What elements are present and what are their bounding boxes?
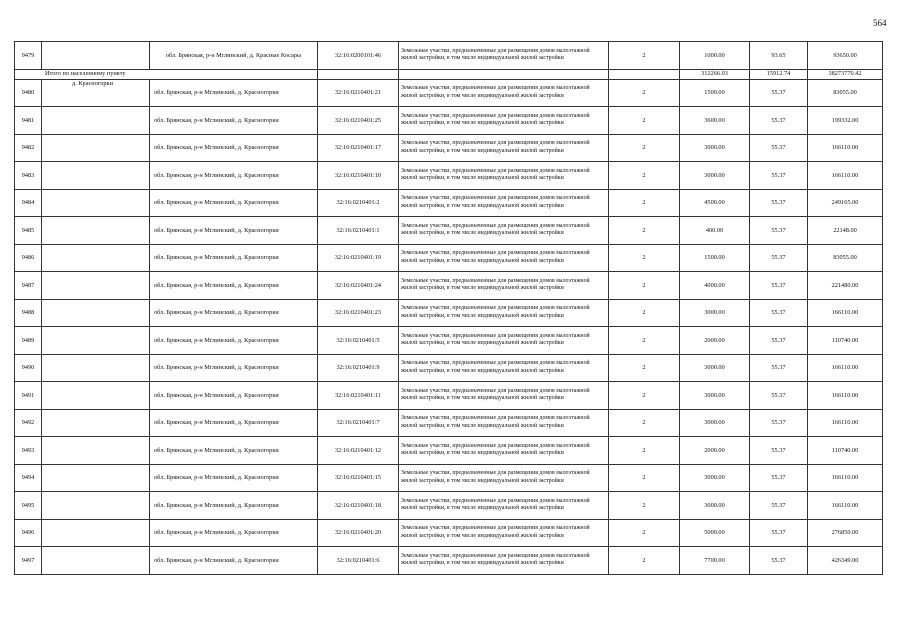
row-cadastral-number: 32:16:0210401:15 [318, 464, 399, 492]
row-group: 2 [609, 244, 680, 272]
locality-cell [42, 299, 150, 327]
row-cadastral-number: 32:16:0210401:17 [318, 134, 399, 162]
table-row [15, 134, 883, 162]
row-value: 93650.00 [808, 42, 883, 70]
row-cadastral-number: 32:16:0210401:9 [318, 354, 399, 382]
row-value: 166110.00 [808, 464, 883, 492]
table-row [15, 107, 883, 135]
row-purpose: Земельные участки, предназначенные для размещения домов малоэтажной жилой застройки, в том числе индивидуальной жилой застройки [399, 79, 609, 107]
row-rate: 55.37 [750, 299, 808, 327]
row-purpose: Земельные участки, предназначенные для размещения домов малоэтажной жилой застройки, в том числе индивидуальной жилой застройки [399, 327, 609, 355]
row-area: 1500.00 [680, 244, 750, 272]
row-cadastral-number: 32:16:0210401:2 [318, 189, 399, 217]
row-purpose: Земельные участки, предназначенные для размещения домов малоэтажной жилой застройки, в том числе индивидуальной жилой застройки [399, 492, 609, 520]
row-cadastral-number: 32:16:0210401:20 [318, 519, 399, 547]
locality-cell [42, 354, 150, 382]
row-id: 9481 [15, 107, 42, 135]
locality-name: д. Красногорки [42, 79, 150, 107]
row-group: 2 [609, 42, 680, 70]
locality-cell [42, 107, 150, 135]
row-address: обл. Брянская, р-н Мглинский, д. Красногорки [150, 382, 318, 410]
row-cadastral-number: 32:16:0210401:21 [318, 79, 399, 107]
row-group: 2 [609, 409, 680, 437]
table-row [15, 437, 883, 465]
row-address: обл. Брянская, р-н Мглинский, д. Красногорки [150, 464, 318, 492]
row-purpose: Земельные участки, предназначенные для размещения домов малоэтажной жилой застройки, в том числе индивидуальной жилой застройки [399, 134, 609, 162]
row-id: 9494 [15, 464, 42, 492]
locality-cell [42, 189, 150, 217]
row-area: 1500.00 [680, 79, 750, 107]
table-row [15, 79, 883, 107]
row-rate: 55.37 [750, 409, 808, 437]
row-address: обл. Брянская, р-н Мглинский, д. Красногорки [150, 217, 318, 245]
row-group: 2 [609, 437, 680, 465]
row-address: обл. Брянская, р-н Мглинский, д. Красные Косары [150, 42, 318, 70]
row-rate: 55.37 [750, 547, 808, 575]
row-address: обл. Брянская, р-н Мглинский, д. Красногорки [150, 437, 318, 465]
row-address: обл. Брянская, р-н Мглинский, д. Красногорки [150, 272, 318, 300]
row-id: 9483 [15, 162, 42, 190]
table-row [15, 519, 883, 547]
row-id: 9485 [15, 217, 42, 245]
row-group: 2 [609, 354, 680, 382]
row-address: обл. Брянская, р-н Мглинский, д. Красногорки [150, 327, 318, 355]
locality-cell [42, 272, 150, 300]
total-value: 38273770.42 [808, 69, 883, 79]
locality-cell [42, 409, 150, 437]
row-value: 166110.00 [808, 382, 883, 410]
locality-cell [42, 134, 150, 162]
row-rate: 55.37 [750, 272, 808, 300]
row-rate: 55.37 [750, 79, 808, 107]
row-cadastral-number: 32:16:0210401:23 [318, 299, 399, 327]
row-cadastral-number: 32:16:0210401:11 [318, 382, 399, 410]
locality-cell [42, 162, 150, 190]
row-id: 9482 [15, 134, 42, 162]
row-id: 9480 [15, 79, 42, 107]
row-rate: 55.37 [750, 354, 808, 382]
row-purpose: Земельные участки, предназначенные для размещения домов малоэтажной жилой застройки, в том числе индивидуальной жилой застройки [399, 244, 609, 272]
row-area: 3000.00 [680, 134, 750, 162]
total-empty-cell [609, 69, 680, 79]
row-address: обл. Брянская, р-н Мглинский, д. Красногорки [150, 244, 318, 272]
row-cadastral-number: 32:16:0210401:18 [318, 492, 399, 520]
row-area: 1000.00 [680, 42, 750, 70]
row-rate: 55.37 [750, 162, 808, 190]
locality-cell [42, 547, 150, 575]
locality-cell [42, 464, 150, 492]
row-purpose: Земельные участки, предназначенные для размещения домов малоэтажной жилой застройки, в том числе индивидуальной жилой застройки [399, 189, 609, 217]
row-address: обл. Брянская, р-н Мглинский, д. Красногорки [150, 409, 318, 437]
total-label: Итого по населенному пункту [15, 69, 318, 79]
table-row [15, 547, 883, 575]
row-purpose: Земельные участки, предназначенные для размещения домов малоэтажной жилой застройки, в том числе индивидуальной жилой застройки [399, 547, 609, 575]
row-value: 426349.00 [808, 547, 883, 575]
cadastral-value-table [14, 41, 883, 575]
row-cadastral-number: 32:16:0210401:12 [318, 437, 399, 465]
row-area: 3600.00 [680, 107, 750, 135]
table-row [15, 189, 883, 217]
row-group: 2 [609, 134, 680, 162]
locality-cell [42, 244, 150, 272]
table-row [15, 299, 883, 327]
row-address: обл. Брянская, р-н Мглинский, д. Красногорки [150, 492, 318, 520]
row-address: обл. Брянская, р-н Мглинский, д. Красногорки [150, 79, 318, 107]
row-purpose: Земельные участки, предназначенные для размещения домов малоэтажной жилой застройки, в том числе индивидуальной жилой застройки [399, 464, 609, 492]
row-id: 9496 [15, 519, 42, 547]
row-group: 2 [609, 217, 680, 245]
row-id: 9479 [15, 42, 42, 70]
row-area: 4500.00 [680, 189, 750, 217]
row-id: 9484 [15, 189, 42, 217]
row-purpose: Земельные участки, предназначенные для размещения домов малоэтажной жилой застройки, в том числе индивидуальной жилой застройки [399, 162, 609, 190]
table-row [15, 409, 883, 437]
row-area: 5000.00 [680, 519, 750, 547]
row-id: 9489 [15, 327, 42, 355]
row-rate: 55.37 [750, 189, 808, 217]
row-cadastral-number: 32:16:0210401:7 [318, 409, 399, 437]
locality-cell [42, 382, 150, 410]
row-cadastral-number: 32:16:0210401:24 [318, 272, 399, 300]
locality-cell [42, 519, 150, 547]
row-area: 3000.00 [680, 354, 750, 382]
row-value: 166110.00 [808, 134, 883, 162]
row-address: обл. Брянская, р-н Мглинский, д. Красногорки [150, 547, 318, 575]
row-address: обл. Брянская, р-н Мглинский, д. Красногорки [150, 519, 318, 547]
row-group: 2 [609, 464, 680, 492]
row-purpose: Земельные участки, предназначенные для размещения домов малоэтажной жилой застройки, в том числе индивидуальной жилой застройки [399, 437, 609, 465]
page-number: 564 [873, 18, 887, 28]
row-group: 2 [609, 492, 680, 520]
row-value: 22148.00 [808, 217, 883, 245]
table-row [15, 162, 883, 190]
row-cadastral-number: 32:16:0200101:46 [318, 42, 399, 70]
row-group: 2 [609, 382, 680, 410]
locality-cell [42, 437, 150, 465]
row-value: 221480.00 [808, 272, 883, 300]
row-id: 9495 [15, 492, 42, 520]
row-rate: 55.37 [750, 327, 808, 355]
row-value: 166110.00 [808, 299, 883, 327]
row-id: 9490 [15, 354, 42, 382]
row-group: 2 [609, 519, 680, 547]
total-area: 312266.03 [680, 69, 750, 79]
row-area: 3000.00 [680, 382, 750, 410]
total-empty-cell [318, 69, 399, 79]
row-area: 2000.00 [680, 437, 750, 465]
row-group: 2 [609, 162, 680, 190]
row-value: 249165.00 [808, 189, 883, 217]
row-rate: 55.37 [750, 464, 808, 492]
row-rate: 55.37 [750, 437, 808, 465]
row-id: 9493 [15, 437, 42, 465]
row-value: 83055.00 [808, 244, 883, 272]
row-area: 3000.00 [680, 299, 750, 327]
row-value: 83055.00 [808, 79, 883, 107]
row-area: 7700.00 [680, 547, 750, 575]
row-rate: 55.37 [750, 217, 808, 245]
row-area: 2000.00 [680, 327, 750, 355]
row-group: 2 [609, 299, 680, 327]
row-group: 2 [609, 107, 680, 135]
row-purpose: Земельные участки, предназначенные для размещения домов малоэтажной жилой застройки, в том числе индивидуальной жилой застройки [399, 519, 609, 547]
row-group: 2 [609, 272, 680, 300]
table-row [15, 244, 883, 272]
row-cadastral-number: 32:16:0210401:19 [318, 244, 399, 272]
row-purpose: Земельные участки, предназначенные для размещения домов малоэтажной жилой застройки, в том числе индивидуальной жилой застройки [399, 409, 609, 437]
row-rate: 55.37 [750, 519, 808, 547]
row-address: обл. Брянская, р-н Мглинский, д. Красногорки [150, 134, 318, 162]
row-cadastral-number: 32:16:0210401:1 [318, 217, 399, 245]
row-purpose: Земельные участки, предназначенные для размещения домов малоэтажной жилой застройки, в том числе индивидуальной жилой застройки [399, 354, 609, 382]
row-area: 400.00 [680, 217, 750, 245]
row-value: 166110.00 [808, 354, 883, 382]
row-rate: 55.37 [750, 107, 808, 135]
row-address: обл. Брянская, р-н Мглинский, д. Красногорки [150, 107, 318, 135]
table-row [15, 492, 883, 520]
row-purpose: Земельные участки, предназначенные для размещения домов малоэтажной жилой застройки, в том числе индивидуальной жилой застройки [399, 382, 609, 410]
row-group: 2 [609, 79, 680, 107]
row-purpose: Земельные участки, предназначенные для размещения домов малоэтажной жилой застройки, в том числе индивидуальной жилой застройки [399, 107, 609, 135]
total-rate: 15912.74 [750, 69, 808, 79]
row-purpose: Земельные участки, предназначенные для размещения домов малоэтажной жилой застройки, в том числе индивидуальной жилой застройки [399, 272, 609, 300]
row-value: 166110.00 [808, 409, 883, 437]
row-area: 4000.00 [680, 272, 750, 300]
row-rate: 55.37 [750, 134, 808, 162]
row-address: обл. Брянская, р-н Мглинский, д. Красногорки [150, 299, 318, 327]
row-id: 9491 [15, 382, 42, 410]
row-id: 9488 [15, 299, 42, 327]
row-value: 166110.00 [808, 162, 883, 190]
locality-cell [42, 42, 150, 70]
row-cadastral-number: 32:16:0210401:10 [318, 162, 399, 190]
row-id: 9487 [15, 272, 42, 300]
row-area: 3000.00 [680, 409, 750, 437]
table-row [15, 464, 883, 492]
row-rate: 93.65 [750, 42, 808, 70]
locality-cell [42, 217, 150, 245]
locality-cell [42, 327, 150, 355]
row-area: 3000.00 [680, 162, 750, 190]
row-purpose: Земельные участки, предназначенные для размещения домов малоэтажной жилой застройки, в том числе индивидуальной жилой застройки [399, 217, 609, 245]
table-row [15, 327, 883, 355]
row-purpose: Земельные участки, предназначенные для размещения домов малоэтажной жилой застройки, в том числе индивидуальной жилой застройки [399, 299, 609, 327]
row-cadastral-number: 32:16:0210401:6 [318, 547, 399, 575]
table-row [15, 42, 883, 70]
total-empty-cell [399, 69, 609, 79]
row-rate: 55.37 [750, 492, 808, 520]
row-group: 2 [609, 189, 680, 217]
table-row [15, 272, 883, 300]
row-value: 110740.00 [808, 327, 883, 355]
row-id: 9492 [15, 409, 42, 437]
row-area: 3000.00 [680, 492, 750, 520]
row-address: обл. Брянская, р-н Мглинский, д. Красногорки [150, 162, 318, 190]
row-group: 2 [609, 547, 680, 575]
row-area: 3000.00 [680, 464, 750, 492]
row-rate: 55.37 [750, 382, 808, 410]
row-value: 276850.00 [808, 519, 883, 547]
row-id: 9486 [15, 244, 42, 272]
row-value: 166110.00 [808, 492, 883, 520]
row-id: 9497 [15, 547, 42, 575]
row-purpose: Земельные участки, предназначенные для размещения домов малоэтажной жилой застройки, в том числе индивидуальной жилой застройки [399, 42, 609, 70]
table-row [15, 382, 883, 410]
locality-total-row [15, 69, 883, 79]
row-value: 199332.00 [808, 107, 883, 135]
row-group: 2 [609, 327, 680, 355]
row-address: обл. Брянская, р-н Мглинский, д. Красногорки [150, 189, 318, 217]
locality-cell [42, 492, 150, 520]
row-cadastral-number: 32:16:0210401:25 [318, 107, 399, 135]
row-rate: 55.37 [750, 244, 808, 272]
row-address: обл. Брянская, р-н Мглинский, д. Красногорки [150, 354, 318, 382]
table-row [15, 354, 883, 382]
row-value: 110740.00 [808, 437, 883, 465]
row-cadastral-number: 32:16:0210401:5 [318, 327, 399, 355]
table-row [15, 217, 883, 245]
